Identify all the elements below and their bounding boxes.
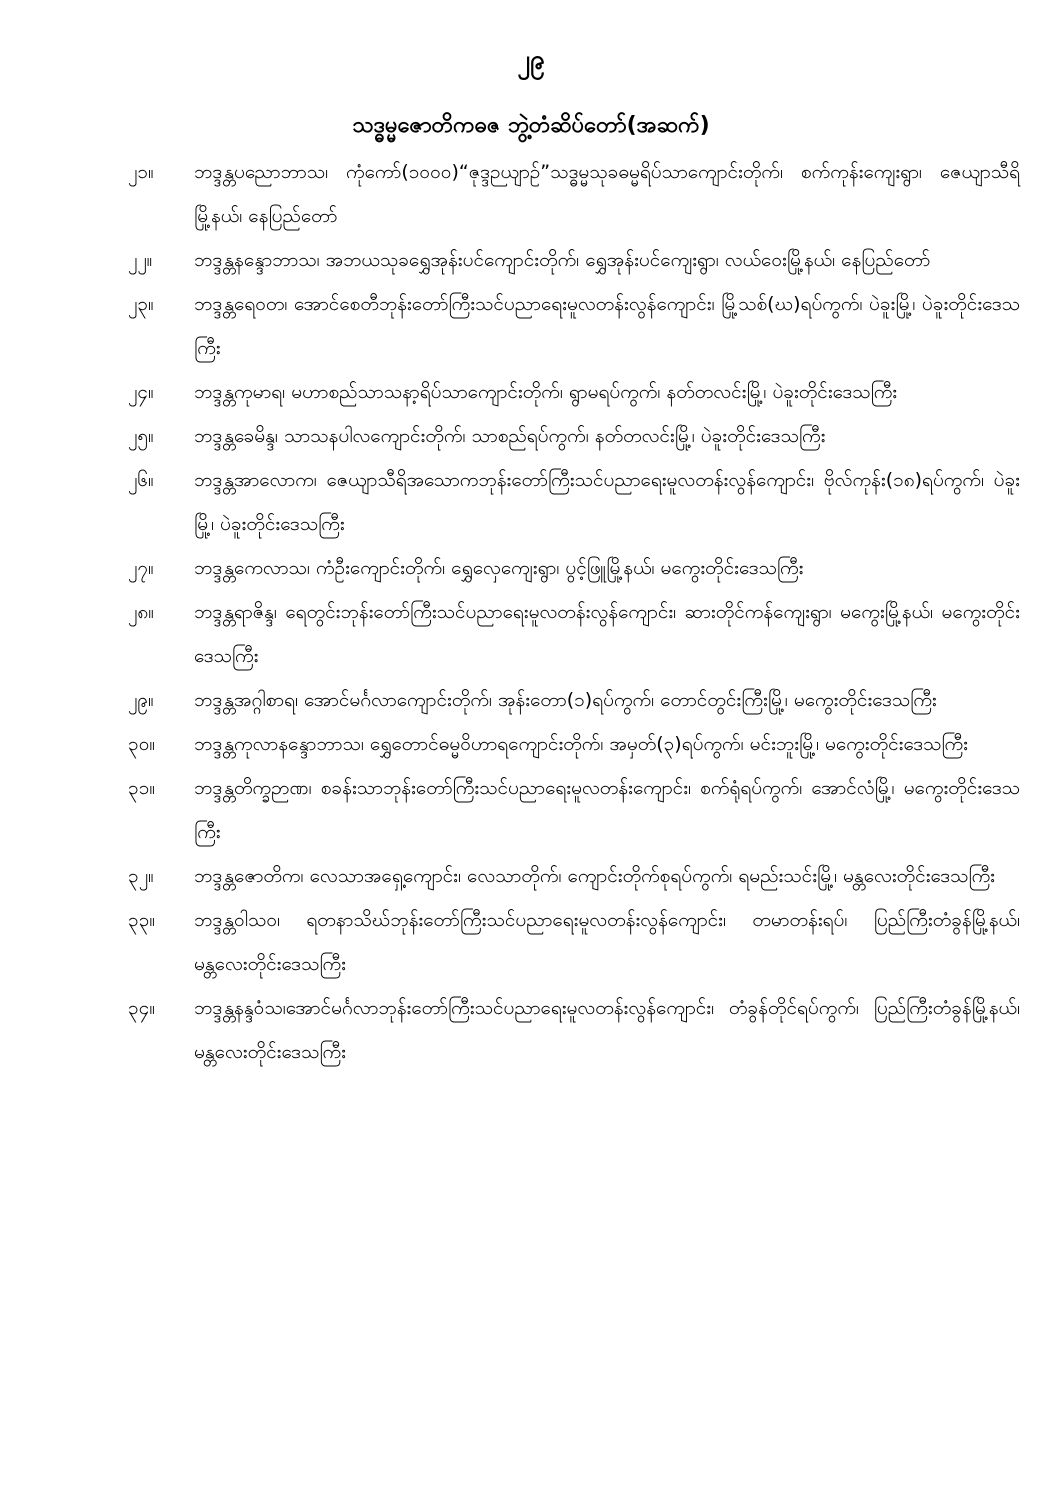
list-item bbox=[128, 546, 1020, 590]
entry-text: ဘဒ္ဒန္တတိက္ခဉာဏ၊ စခန်းသာဘုန်းတော်ကြီးသင်ပညာရေးမူလတန်းကျောင်း၊ စက်ရုံရပ်ကွက်၊ အောင်လံမြို့၊ မကွေးတိုင်းဒေသကြီး bbox=[194, 777, 1020, 843]
entry-number: ၃၂။ bbox=[128, 865, 154, 887]
list-item bbox=[128, 986, 1020, 1074]
page-number: ၂၉ bbox=[517, 45, 545, 75]
entry-number: ၂၂။ bbox=[128, 249, 153, 271]
entry-list bbox=[128, 150, 1020, 1074]
entry-number: ၂၅။ bbox=[128, 425, 154, 447]
entry-text: ဘဒ္ဒန္တအဂ္ဂါစာရ၊ အောင်မင်္ဂလာကျောင်းတိုက်၊ အုန်းတော(၁)ရပ်ကွက်၊ တောင်တွင်းကြီးမြို့၊ မကွေးတိုင်းဒေသကြီး bbox=[194, 689, 937, 711]
entry-text: ဘဒ္ဒန္တကုလာနန္ဒောဘာသ၊ ရွှေတောင်ဓမ္မဝိဟာရကျောင်းတိုက်၊ အမှတ်(၃)ရပ်ကွက်၊ မင်းဘူးမြို့၊ မကွေးတိုင်းဒေသကြီး bbox=[194, 733, 968, 755]
entry-text: ဘဒ္ဒန္တနန္ဒောဘာသ၊ အဘယသုခရွှေအုန်းပင်ကျောင်းတိုက်၊ ရွှေအုန်းပင်ကျေးရွာ၊ လယ်ဝေးမြို့နယ်၊ နေပြည်တော် bbox=[194, 249, 931, 271]
list-item bbox=[128, 414, 1020, 458]
entry-text: ဘဒ္ဒန္တရာဇိန္ဒ၊ ရေတွင်းဘုန်းတော်ကြီးသင်ပညာရေးမူလတန်းလွန်ကျောင်း၊ ဆားတိုင်ကန်ကျေးရွာ၊ မကွေးမြို့နယ်၊ မကွေးတိုင်းဒေသကြီး bbox=[194, 601, 1020, 667]
list-item bbox=[128, 590, 1020, 678]
entry-number: ၃၃။ bbox=[128, 909, 156, 931]
entry-text: ဘဒ္ဒန္တခေမိန္ဒ၊ သာသနပါလကျောင်းတိုက်၊ သာစည်ရပ်ကွက်၊ နတ်တလင်းမြို့၊ ပဲခူးတိုင်းဒေသကြီး bbox=[194, 425, 826, 447]
list-item bbox=[128, 722, 1020, 766]
list-item bbox=[128, 458, 1020, 546]
entry-text: ဘဒ္ဒန္တကေလာသ၊ ကံဦးကျောင်းတိုက်၊ ရွှေလှေကျေးရွာ၊ ပွင့်ဖြူမြို့နယ်၊ မကွေးတိုင်းဒေသကြီး bbox=[194, 557, 804, 579]
entry-number: ၂၆။ bbox=[128, 469, 154, 491]
entry-text: ဘဒ္ဒန္တအာလောက၊ ဇေယျာသီရိအသောကဘုန်းတော်ကြီးသင်ပညာရေးမူလတန်းလွန်ကျောင်း၊ ဗိုလ်ကုန်း(၁၈)ရပ်ကွက်၊ ပဲခူးမြို့၊ ပဲခူးတိုင်းဒေသကြီး bbox=[194, 469, 1020, 535]
entry-text: ဘဒ္ဒန္တဇောတိက၊ လေသာအရှေ့ကျောင်း၊ လေသာတိုက်၊ ကျောင်းတိုက်စုရပ်ကွက်၊ ရမည်းသင်းမြို့၊ မန္တလေးတိုင်းဒေသကြီး bbox=[194, 865, 995, 887]
entry-text: ဘဒ္ဒန္တနန္ဒဝံသ၊အောင်မင်္ဂလာဘုန်းတော်ကြီးသင်ပညာရေးမူလတန်းလွန်ကျောင်း၊ တံခွန်တိုင်ရပ်ကွက်၊ ပြည်ကြီးတံခွန်မြို့နယ်၊ မန္တလေးတိုင်းဒေသကြီး bbox=[194, 997, 1020, 1063]
section-heading: သဒ္ဓမ္မဇောတိကဓဇ ဘွဲ့တံဆိပ်တော်(အဆက်) bbox=[352, 113, 710, 138]
list-item bbox=[128, 150, 1020, 238]
entry-number: ၂၈။ bbox=[128, 601, 154, 623]
entry-text: ဘဒ္ဒန္တရေဝတ၊ အောင်စေတီဘုန်းတော်ကြီးသင်ပညာရေးမူလတန်းလွန်ကျောင်း၊ မြို့သစ်(ဃ)ရပ်ကွက်၊ ပဲခူးမြို့၊ ပဲခူးတိုင်းဒေသကြီး bbox=[194, 293, 1020, 359]
entry-number: ၂၉။ bbox=[128, 689, 154, 711]
entry-number: ၂၁။ bbox=[128, 161, 154, 183]
entry-number: ၃၀။ bbox=[128, 733, 156, 755]
list-item bbox=[128, 238, 1020, 282]
list-item bbox=[128, 898, 1020, 986]
list-item bbox=[128, 282, 1020, 370]
entry-number: ၃၁။ bbox=[128, 777, 156, 799]
list-item bbox=[128, 854, 1020, 898]
entry-number: ၃၄။ bbox=[128, 997, 156, 1019]
list-item bbox=[128, 678, 1020, 722]
entry-number: ၂၇။ bbox=[128, 557, 154, 579]
entry-number: ၂၃။ bbox=[128, 293, 154, 315]
list-item bbox=[128, 766, 1020, 854]
entry-number: ၂၄။ bbox=[128, 381, 154, 403]
entry-text: ဘဒ္ဒန္တပညောဘာသ၊ ကုံကော်(၁၀၀၀)“ဇုဒ္ဒဉယျာဉ်”သဒ္ဓမ္မသုခဓမ္မရိပ်သာကျောင်းတိုက်၊ စက်ကုန်းကျေးရွာ၊ ဇေယျာသီရိမြို့နယ်၊ နေပြည်တော် bbox=[194, 161, 1020, 227]
entry-text: ဘဒ္ဒန္တကုမာရ၊ မဟာစည်သာသနာ့ရိပ်သာကျောင်းတိုက်၊ ရွာမရပ်ကွက်၊ နတ်တလင်းမြို့၊ ပဲခူးတိုင်းဒေသကြီး bbox=[194, 381, 898, 403]
list-item bbox=[128, 370, 1020, 414]
entry-text: ဘဒ္ဒန္တဝါသဝ၊ ရတနာသိဃ်ဘုန်းတော်ကြီးသင်ပညာရေးမူလတန်းလွန်ကျောင်း၊ တမာတန်းရပ်၊ ပြည်ကြီးတံခွန်မြို့နယ်၊ မန္တလေးတိုင်းဒေသကြီး bbox=[194, 909, 1020, 975]
